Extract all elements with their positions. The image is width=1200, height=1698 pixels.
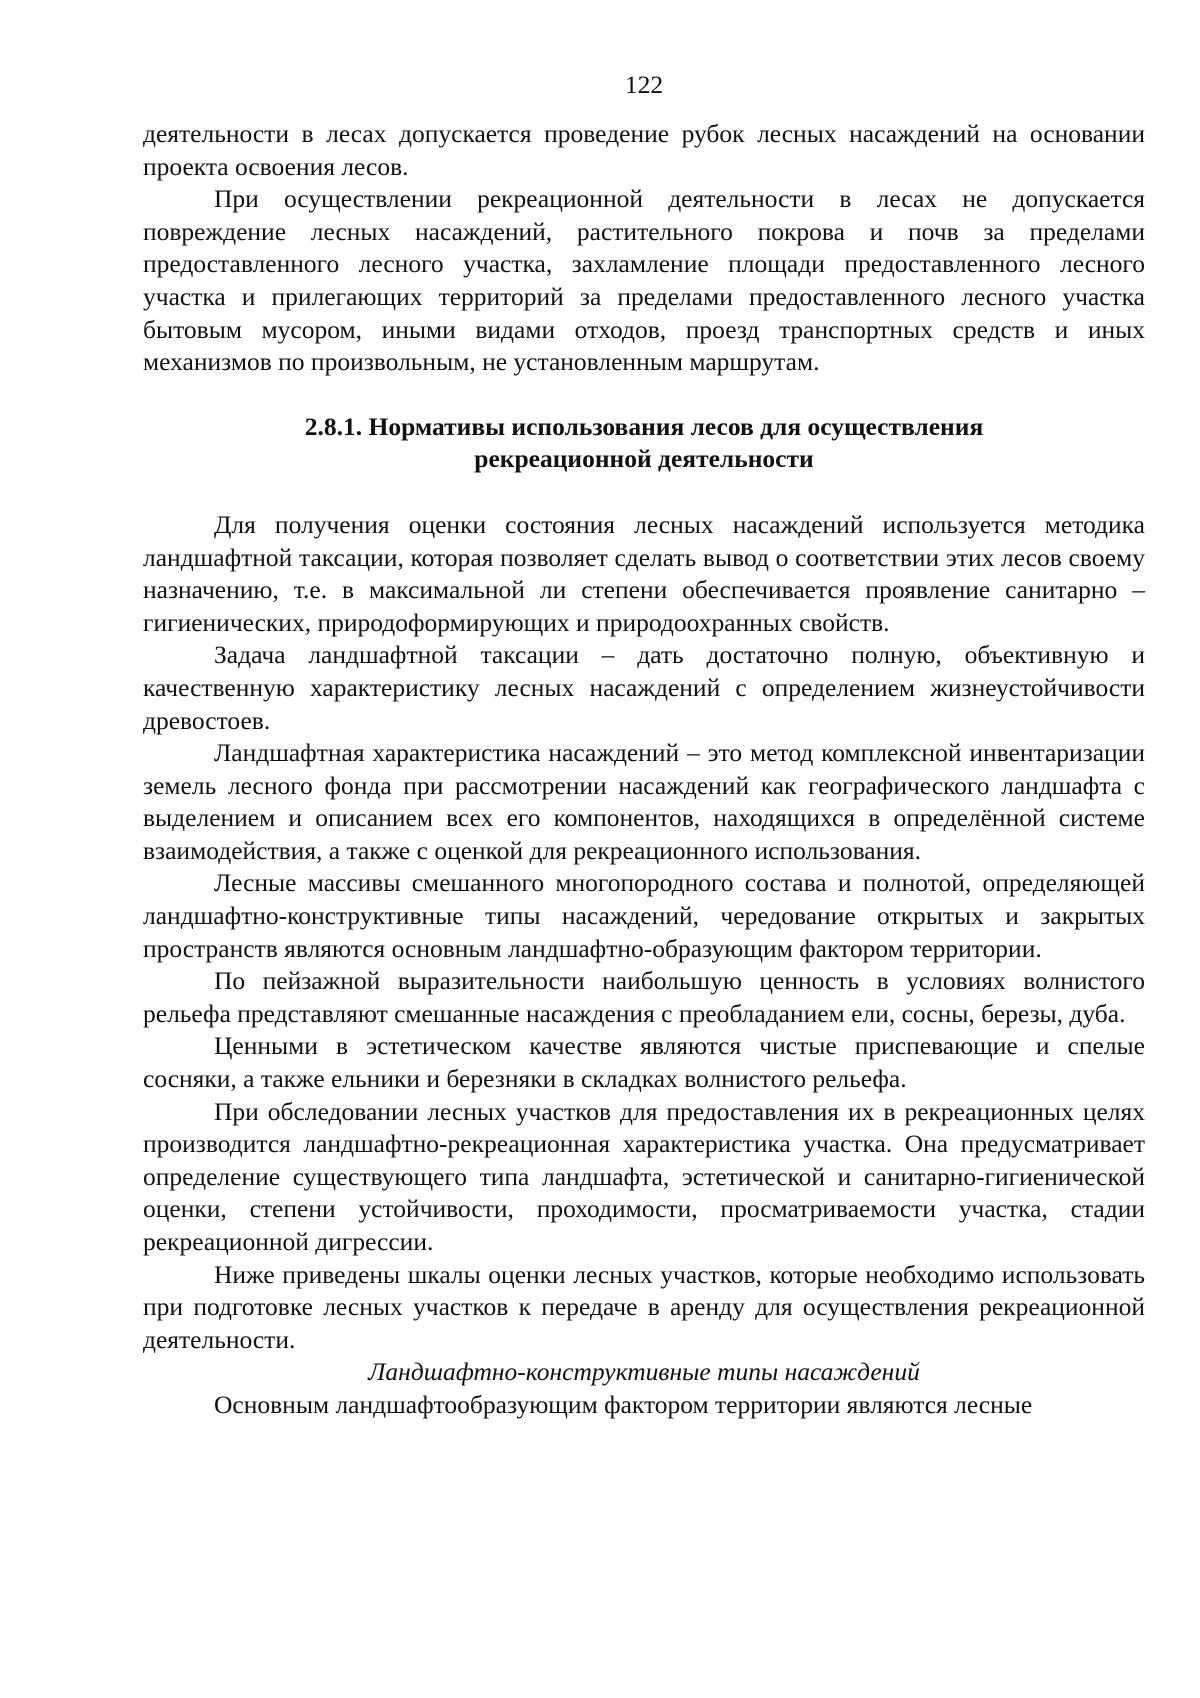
subsection-title: Ландшафтно-конструктивные типы насаждений	[368, 1357, 920, 1387]
paragraph-assessment-scales: Ниже приведены шкалы оценки лесных участков, которые необходимо использовать при подготовке лесных участков к передаче в аренду для осуществления рекреационной деятельности.	[143, 1259, 1145, 1354]
section-heading-line-2: рекреационной деятельности	[474, 444, 814, 474]
paragraph-taxation-task: Задача ландшафтной таксации – дать достаточно полную, объективную и качественную характеристику лесных насаждений с определением жизнеустойчивости древостоев.	[143, 640, 1145, 735]
section-heading-line-1: 2.8.1. Нормативы использования лесов для осуществления	[304, 411, 984, 441]
paragraph-aesthetic-value: Ценными в эстетическом качестве являются чистые приспевающие и спелые сосняки, а также ельники и березняки в складках волнистого рельефа.	[143, 1031, 1145, 1094]
paragraph-continuation: деятельности в лесах допускается проведение рубок лесных насаждений на основании проекта освоения лесов.	[143, 119, 1145, 181]
paragraph-recreation-restrictions: При осуществлении рекреационной деятельности в лесах не допускается повреждение лесных насаждений, растительного покрова и почв за пределами предоставленного лесного участка, захламление площади предоставленного лесного участка и прилегающих территорий за пределами предоставленного лесного участка бытовым мусором, иными видами отходов, проезд транспортных средств и иных механизмов по произвольным, не установленным маршрутам.	[143, 184, 1145, 377]
paragraph-landscape-characteristic: Ландшафтная характеристика насаждений – это метод комплексной инвентаризации земель лесного фонда при рассмотрении насаждений как географического ландшафта с выделением и описанием всех его компонентов, находящихся в определённой системе взаимодействия, а также с оценкой для рекреационного использования.	[143, 738, 1145, 865]
paragraph-last: Основным ландшафтообразующим фактором территории являются лесные	[214, 1389, 1033, 1419]
paragraph-forest-massifs: Лесные массивы смешанного многопородного состава и полнотой, определяющей ландшафтно-конструктивные типы насаждений, чередование открытых и закрытых пространств являются основным ландшафтно-образующим фактором территории.	[143, 868, 1145, 963]
paragraph-landscape-taxation-method: Для получения оценки состояния лесных насаждений используется методика ландшафтной таксации, которая позволяет сделать вывод о соответствии этих лесов своему назначению, т.е. в максимальной ли степени обеспечивается проявление санитарно – гигиенических, природоформирующих и природоохранных свойств.	[143, 509, 1145, 637]
section-heading	[143, 411, 1145, 476]
document-page	[143, 70, 1145, 1422]
paragraph-survey: При обследовании лесных участков для предоставления их в рекреационных целях производится ландшафтно-рекреационная характеристика участка. Она предусматривает определение существующего типа ландшафта, эстетической и санитарно-гигиенической оценки, степени устойчивости, проходимости, просматриваемости участка, стадии рекреационной дигрессии.	[143, 1096, 1145, 1256]
paragraph-scenic-value: По пейзажной выразительности наибольшую ценность в условиях волнистого рельефа представляют смешанные насаждения с преобладанием ели, сосны, березы, дуба.	[143, 966, 1145, 1028]
page-number: 122	[624, 70, 664, 99]
